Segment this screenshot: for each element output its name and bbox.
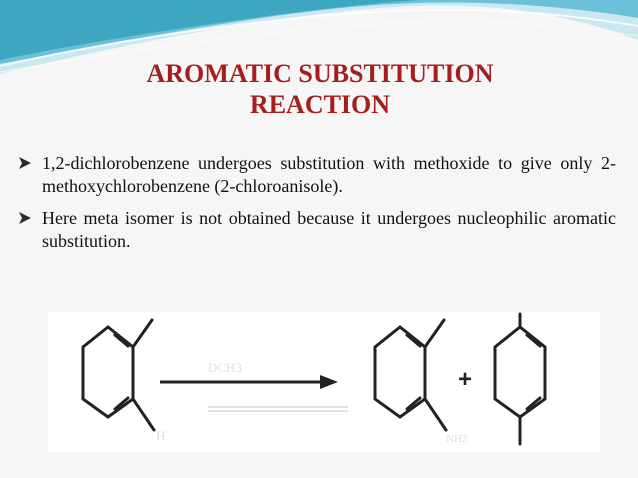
reaction-arrow — [160, 375, 338, 389]
plus-sign: + — [458, 366, 473, 393]
reagent-below-faded — [208, 407, 348, 411]
bullet-text: 1,2-dichlorobenzene undergoes substitution with methoxide to give only 2-methoxychlorobenzene (2-chloroanisole). — [42, 153, 616, 196]
reaction-scheme — [48, 312, 600, 452]
reagent-above: DCH3 — [208, 360, 242, 375]
bullet-text: Here meta isomer is not obtained because it undergoes nucleophilic aromatic substitution. — [42, 208, 616, 251]
bullet-list — [18, 152, 616, 262]
bullet-item — [18, 207, 616, 253]
product-ortho-ring — [375, 320, 446, 430]
arrow-bullet-icon — [18, 156, 32, 170]
title-line-1: AROMATIC SUBSTITUTION — [146, 59, 494, 88]
reactant-benzene-ring — [83, 320, 154, 430]
reactant-label: H — [156, 428, 166, 443]
product-para-ring — [495, 314, 545, 444]
title-line-2: REACTION — [249, 90, 391, 119]
product-label: NH2 — [446, 433, 468, 445]
slide-title — [60, 58, 580, 120]
reaction-scheme-image — [48, 312, 600, 452]
arrow-bullet-icon — [18, 211, 32, 225]
bullet-item — [18, 152, 616, 198]
